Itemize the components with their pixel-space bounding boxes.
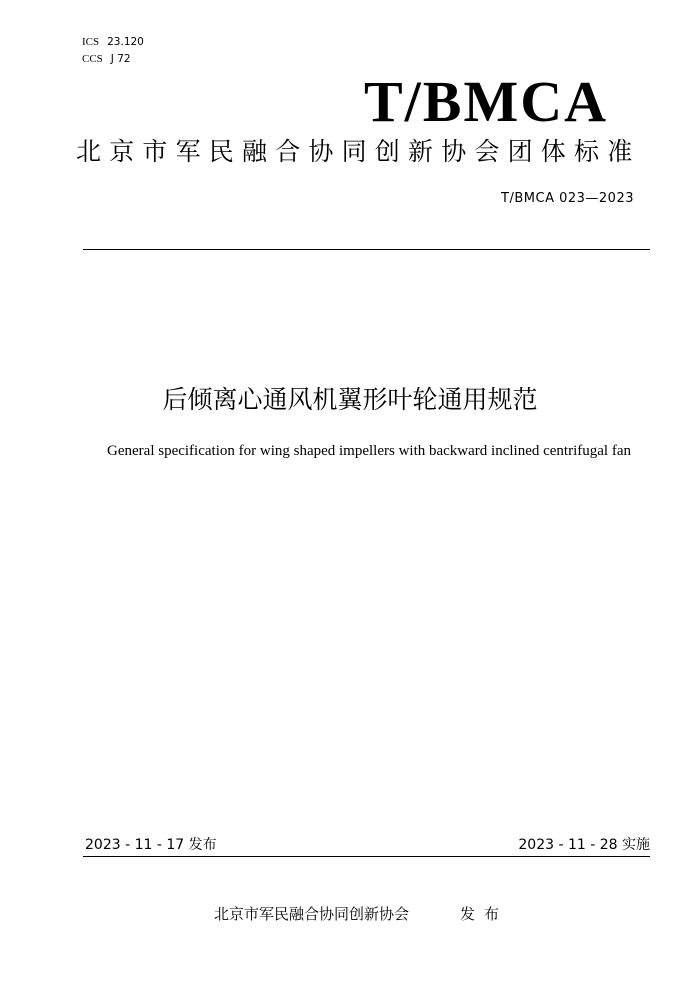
ics-value: 23.120 [107, 36, 144, 48]
publish-label: 发布 [460, 905, 509, 923]
ccs-value: J 72 [110, 53, 131, 65]
ccs-line [82, 52, 131, 66]
document-title-chinese: 后倾离心通风机翼形叶轮通用规范 [162, 385, 538, 414]
standard-number: T/BMCA 023—2023 [501, 191, 634, 206]
issue-date: 2023 - 11 - 17 发布 [85, 837, 217, 853]
standard-type-heading: 北京市军民融合协同创新协会团体标准 [76, 137, 641, 166]
publisher-name: 北京市军民融合协同创新协会 [214, 905, 410, 923]
brand-logo: T/BMCA [364, 69, 608, 134]
footer-divider [83, 856, 650, 857]
header-divider [83, 249, 650, 250]
ics-line [82, 35, 144, 49]
ccs-label: CCS [82, 53, 103, 65]
ics-label: ICS [82, 36, 100, 48]
document-title-english: General specification for wing shaped impellers with backward inclined centrifugal fan [107, 443, 631, 459]
implementation-date: 2023 - 11 - 28 实施 [518, 837, 650, 853]
